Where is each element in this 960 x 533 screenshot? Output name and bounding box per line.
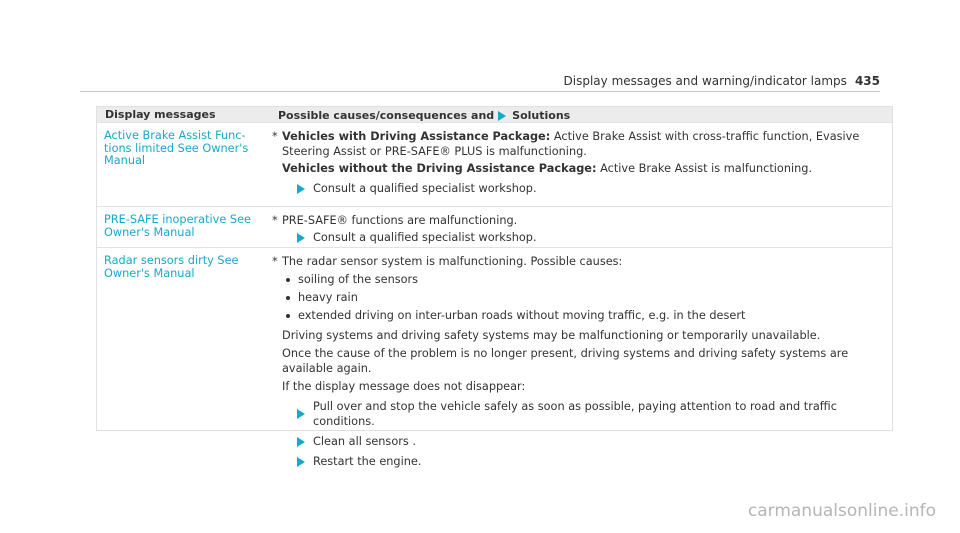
star-mark: * xyxy=(272,214,278,227)
section-title: Display messages and warning/indicator lamps xyxy=(563,74,847,88)
arrow-icon xyxy=(297,437,305,447)
page-number: 435 xyxy=(854,74,880,88)
bullet-icon xyxy=(286,296,290,300)
action-step: Restart the engine. xyxy=(297,454,882,469)
display-message: PRE-SAFE inoperative See Owner's Manual xyxy=(104,213,251,239)
list-item: extended driving on inter-urban roads without moving traffic, e.g. in the desert xyxy=(286,308,882,323)
display-messages-table xyxy=(96,106,893,468)
paragraph: Driving systems and driving safety systems may be malfunctioning or temporarily unavailable. xyxy=(282,329,821,342)
paragraph: If the display message does not disappear: xyxy=(282,380,526,393)
action-step: Consult a qualified specialist workshop. xyxy=(297,230,882,245)
list-item: heavy rain xyxy=(286,290,882,305)
star-mark: * xyxy=(272,255,278,268)
arrow-icon xyxy=(297,457,305,467)
table-row: PRE-SAFE inoperative See Owner's Manual * PRE-SAFE® functions are malfunctioning. Consult a qualified specialist workshop. xyxy=(97,206,892,247)
star-mark: * xyxy=(272,130,278,143)
arrow-icon xyxy=(498,111,506,121)
arrow-icon xyxy=(297,233,305,243)
list-item: soiling of the sensors xyxy=(286,272,882,287)
header-causes: Possible causes/consequences and Solutions xyxy=(278,109,571,122)
page-header xyxy=(564,74,880,88)
bullet-icon xyxy=(286,278,290,282)
arrow-icon xyxy=(297,409,305,419)
arrow-icon xyxy=(297,184,305,194)
table-row: Active Brake Assist Func- tions limited See Owner's Manual * Vehicles with Driving Assistance Package: Active Brake Assist with cross-traffic function, Evasive Steering Assist or PRE-SAFE® PLUS is malfunctioning. Vehicles without the Driving Assistance Package: Active Brake Assist is malfunctioning. Consult a qualified specialist workshop. xyxy=(97,122,892,206)
watermark-url: carmanualsonline.info xyxy=(747,501,936,521)
action-step: Pull over and stop the vehicle safely as soon as possible, paying attention to road and traffic conditions. xyxy=(297,399,882,429)
paragraph: Once the cause of the problem is no longer present, driving systems and driving safety systems are available again. xyxy=(282,347,849,375)
bullet-icon xyxy=(286,314,290,318)
header-display-messages: Display messages xyxy=(105,108,216,121)
table-header xyxy=(97,107,892,122)
display-message: Active Brake Assist Func- tions limited See Owner's Manual xyxy=(104,129,249,167)
display-message: Radar sensors dirty See Owner's Manual xyxy=(104,254,239,280)
header-rule xyxy=(80,91,880,92)
action-step: Clean all sensors . xyxy=(297,434,882,449)
action-step: Consult a qualified specialist workshop. xyxy=(297,181,882,196)
table-row: Radar sensors dirty See Owner's Manual * The radar sensor system is malfunctioning. Possible causes: soiling of the sensors heavy rain extended driving on inter-urban roads without moving traffic, e.g. in the desert Driving systems and driving safety systems may be malfunctioning or temporarily unavailable. Once the cause of the problem is no longer present, driving systems and driving safety systems are available again. If the display message does not disappear: Pull over and stop the vehicle safely as soon as possible, paying attention to road and traffic conditions. Clean all sensors . Restart the engine. xyxy=(97,247,892,430)
